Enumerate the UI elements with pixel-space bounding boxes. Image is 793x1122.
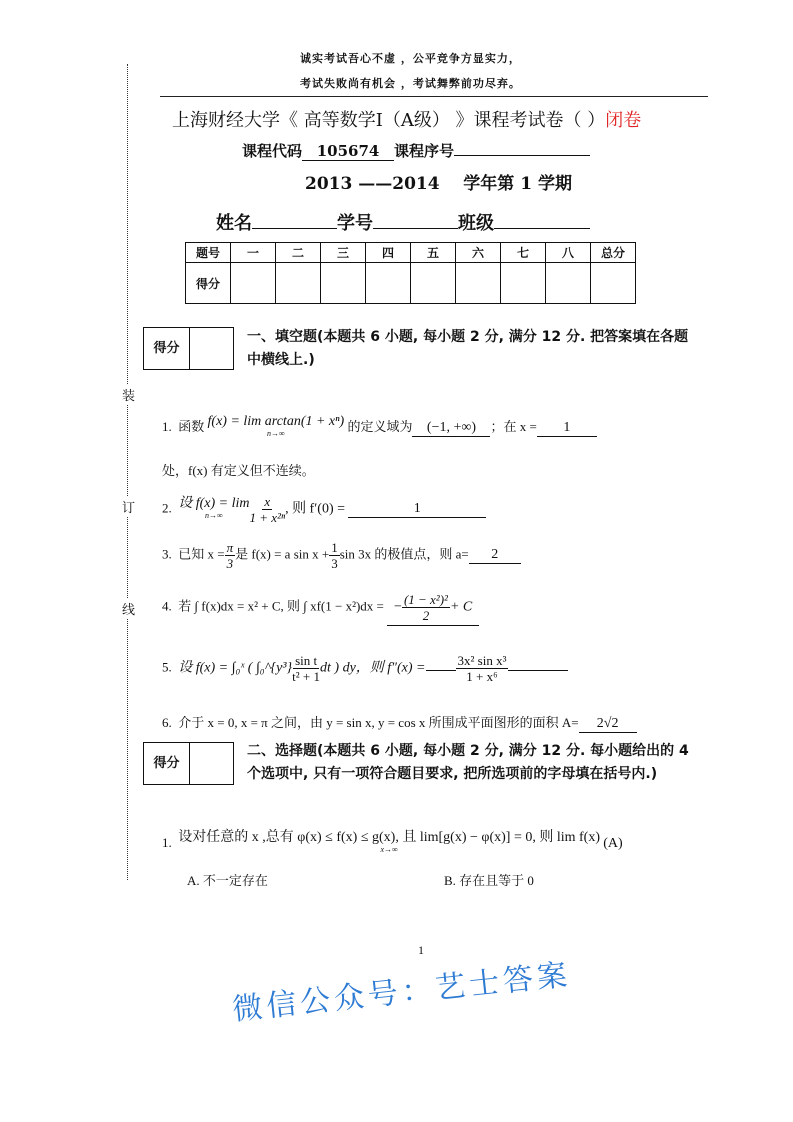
header-cell: 三 bbox=[321, 243, 366, 263]
class-field[interactable] bbox=[494, 210, 590, 229]
score-cell[interactable] bbox=[501, 263, 546, 304]
name-field[interactable] bbox=[252, 210, 337, 229]
denominator: 3 bbox=[226, 556, 234, 571]
score-box-label: 得分 bbox=[144, 328, 190, 369]
numerator: (1 − x²)² bbox=[403, 592, 448, 607]
motto-line-1: 诚实考试吾心不虚 ，公平竞争方显实力， bbox=[300, 52, 521, 65]
course-code-field[interactable]: 105674 bbox=[302, 143, 394, 161]
fraction bbox=[329, 540, 340, 571]
answer-sign: − bbox=[394, 599, 402, 615]
q-text: 的定义域为 bbox=[347, 418, 413, 434]
course-code-label: 课程代码 bbox=[242, 142, 303, 160]
q-text: , 则 f′(0) = bbox=[285, 501, 346, 517]
student-info-line bbox=[216, 209, 590, 235]
fraction bbox=[225, 540, 236, 571]
section1-score-box bbox=[143, 327, 234, 370]
header-cell: 六 bbox=[456, 243, 501, 263]
answer-bracket[interactable]: (A) bbox=[603, 835, 623, 851]
fraction bbox=[250, 494, 286, 525]
binding-label-ding: 订 bbox=[122, 497, 135, 516]
q-text: 介于 x = 0, x = π 之间，由 y = sin x, y = cos x 所围成平面图形的面积 A= bbox=[178, 715, 579, 730]
q-text: 若 ∫ f(x)dx = x² + C, 则 ∫ xf(1 − x²)dx = bbox=[178, 598, 384, 614]
course-seq-field[interactable] bbox=[454, 139, 590, 156]
term-label: 学年第 bbox=[463, 174, 515, 194]
s2-question-1 bbox=[162, 832, 623, 856]
q-expr: 设 f(x) = ∫₀ˣ ( ∫₀^{y³} bbox=[178, 660, 293, 676]
term-number: 1 bbox=[520, 174, 533, 194]
course-seq-label: 课程序号 bbox=[394, 142, 455, 160]
score-cell[interactable] bbox=[321, 263, 366, 304]
option-b[interactable]: B. 存在且等于 0 bbox=[444, 873, 534, 888]
q-text: sin 3x 的极值点，则 a= bbox=[339, 546, 469, 562]
academic-year bbox=[305, 169, 572, 194]
answer-blank[interactable]: 1 bbox=[348, 500, 486, 518]
exam-title bbox=[172, 106, 641, 132]
term-suffix: 学期 bbox=[537, 174, 572, 194]
score-box-label: 得分 bbox=[144, 743, 190, 784]
q-expr: 设 f(x) = lim bbox=[178, 495, 250, 511]
answer-blank[interactable]: 2√2 bbox=[579, 715, 637, 733]
course-code-line bbox=[242, 139, 590, 161]
class-label: 班级 bbox=[458, 213, 494, 234]
q-text: 是 f(x) = a sin x + bbox=[235, 546, 330, 562]
s1-question-6 bbox=[162, 714, 637, 733]
motto-line-2: 考试失败尚有机会 ，考试舞弊前功尽弃。 bbox=[300, 77, 521, 90]
q-text: dt ) dy，则 f″(x) = bbox=[320, 660, 426, 676]
score-cell[interactable] bbox=[366, 263, 411, 304]
q-number: 1. bbox=[162, 834, 172, 850]
id-field[interactable] bbox=[373, 210, 458, 229]
s1-question-1-cont: 处，f(x) 有定义但不连续。 bbox=[162, 463, 315, 478]
score-cell[interactable] bbox=[456, 263, 501, 304]
numerator: 1 bbox=[331, 540, 338, 555]
score-cell[interactable] bbox=[276, 263, 321, 304]
limit bbox=[178, 495, 250, 522]
q-text: 已知 x = bbox=[178, 546, 225, 562]
watermark: 微信公众号：艺士答案 bbox=[230, 957, 573, 1028]
limit bbox=[178, 832, 600, 856]
s1-question-2 bbox=[162, 494, 486, 525]
header-cell: 五 bbox=[411, 243, 456, 263]
lim-subscript: n→∞ bbox=[267, 429, 285, 438]
page-number: 1 bbox=[418, 943, 424, 957]
denominator: 1 + x⁶ bbox=[466, 669, 498, 684]
fraction bbox=[292, 653, 320, 684]
q-number: 4. bbox=[162, 598, 172, 614]
denominator: 3 bbox=[331, 556, 338, 571]
answer-blank[interactable]: (−1, +∞) bbox=[412, 419, 490, 437]
q-number: 1. bbox=[162, 418, 172, 434]
lim-subscript: n→∞ bbox=[205, 510, 223, 520]
name-label: 姓名 bbox=[216, 213, 252, 234]
score-table bbox=[185, 242, 636, 304]
header-cell: 一 bbox=[231, 243, 276, 263]
answer-blank-right bbox=[508, 670, 568, 671]
score-cell[interactable] bbox=[231, 263, 276, 304]
numerator: x bbox=[264, 494, 271, 509]
year-from: 2013 bbox=[305, 174, 353, 194]
section2-heading: 二、选择题(本题共 6 小题, 每小题 2 分, 满分 12 分. 每小题给出的 4 个选项中, 只有一项符合题目要求, 把所选项前的字母填在括号内.) bbox=[247, 743, 689, 782]
s1-question-4 bbox=[162, 592, 479, 626]
section1-heading: 一、填空题(本题共 6 小题, 每小题 2 分, 满分 12 分. 把答案填在各题中横线上.) bbox=[247, 329, 689, 368]
q-number: 5. bbox=[162, 659, 172, 675]
binding-label-xian: 线 bbox=[122, 599, 135, 618]
q-text: 设对任意的 x ,总有 φ(x) ≤ f(x) ≤ g(x), 且 lim[g(x) − φ(x)] = 0, 则 lim f(x) bbox=[178, 830, 600, 845]
lim-subscript: x→∞ bbox=[380, 845, 398, 854]
title-text: 上海财经大学《 高等数学I（A级） 》课程考试卷（ ） bbox=[172, 110, 606, 131]
denominator: t² + 1 bbox=[292, 669, 321, 684]
s1-question-3 bbox=[162, 540, 521, 571]
answer-blank[interactable]: 2 bbox=[469, 546, 521, 564]
q-text: 函数 bbox=[178, 418, 205, 434]
q-number: 2. bbox=[162, 500, 172, 516]
numerator: sin t bbox=[295, 653, 318, 668]
answer-blank[interactable] bbox=[456, 653, 509, 684]
score-table-header bbox=[186, 243, 636, 263]
q-text: ；在 x = bbox=[490, 418, 537, 434]
answer-blank[interactable] bbox=[387, 592, 479, 626]
score-table-row bbox=[186, 263, 636, 304]
q-expr: f(x) = lim arctan(1 + xⁿ) bbox=[207, 414, 345, 429]
header-cell: 题号 bbox=[186, 243, 231, 263]
year-to: 2014 bbox=[392, 174, 440, 194]
row-label: 得分 bbox=[186, 263, 231, 304]
option-a[interactable]: A. 不一定存在 bbox=[187, 873, 268, 888]
fraction bbox=[402, 592, 450, 623]
score-cell[interactable] bbox=[411, 263, 456, 304]
denominator: 2 bbox=[422, 608, 430, 623]
header-cell: 八 bbox=[546, 243, 591, 263]
header-cell: 二 bbox=[276, 243, 321, 263]
header-cell: 七 bbox=[501, 243, 546, 263]
q-number: 6. bbox=[162, 715, 172, 730]
s1-question-1 bbox=[162, 416, 597, 440]
q-number: 3. bbox=[162, 546, 172, 562]
answer-tail: + C bbox=[449, 599, 473, 615]
binding-label-zhuang: 装 bbox=[122, 385, 135, 404]
limit bbox=[208, 416, 345, 440]
header-cell: 总分 bbox=[591, 243, 636, 263]
numerator: π bbox=[226, 540, 234, 555]
score-cell[interactable] bbox=[546, 263, 591, 304]
numerator: 3x² sin x³ bbox=[457, 653, 507, 668]
answer-blank[interactable]: 1 bbox=[537, 419, 597, 437]
header-rule bbox=[160, 96, 708, 97]
s1-question-5 bbox=[162, 653, 568, 684]
denominator: 1 + x²ⁿ bbox=[249, 510, 286, 525]
section2-score-box bbox=[143, 742, 234, 785]
score-cell[interactable] bbox=[591, 263, 636, 304]
closed-book-label: 闭卷 bbox=[605, 110, 642, 131]
year-dash: —— bbox=[358, 174, 393, 194]
binding-line bbox=[127, 64, 128, 880]
id-label: 学号 bbox=[337, 213, 373, 234]
header-cell: 四 bbox=[366, 243, 411, 263]
answer-blank-left bbox=[426, 670, 456, 671]
